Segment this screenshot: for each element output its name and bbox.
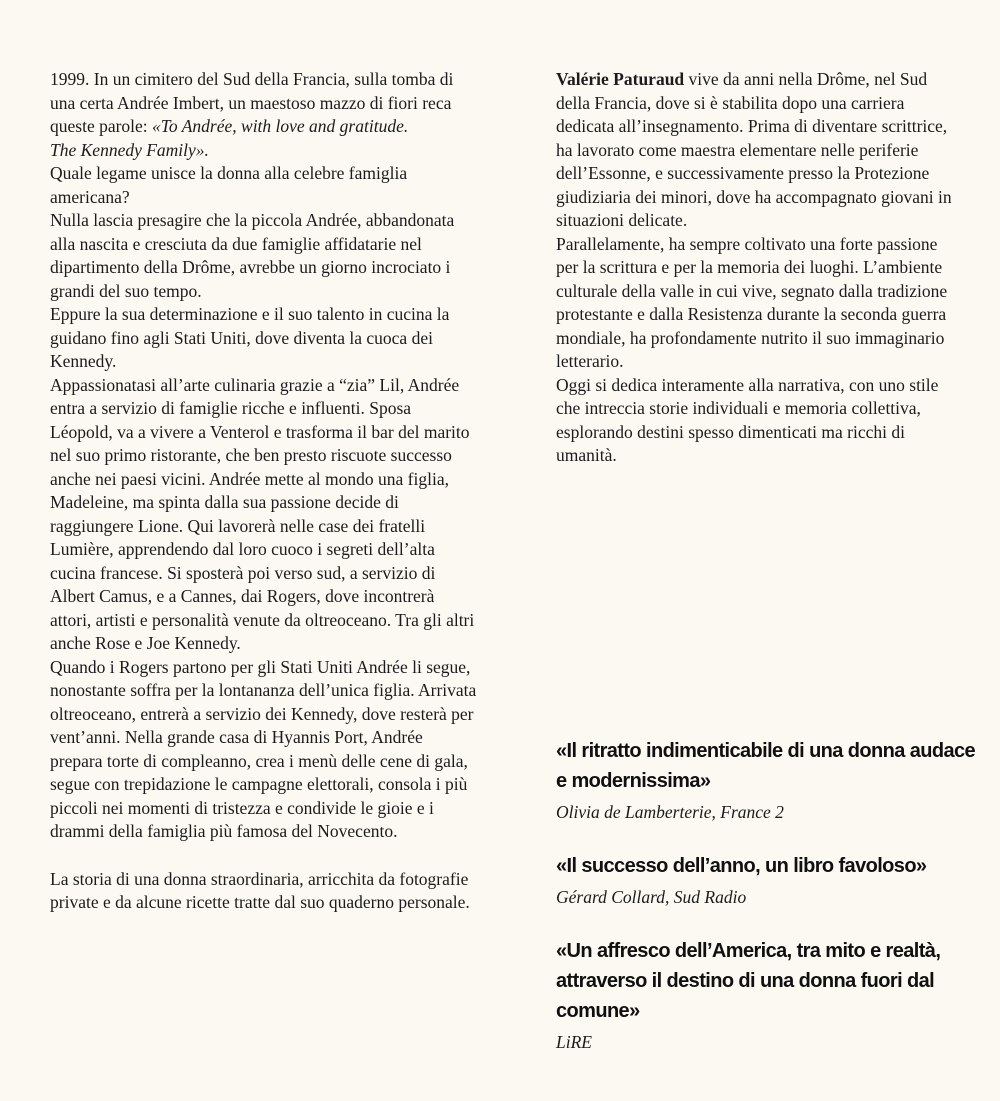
synopsis-closing-paragraph: La storia di una donna straordinaria, arricchita da fotografie private e da alcune ricette tratte dal suo quaderno personale.	[50, 868, 470, 912]
bio-paragraph: Oggi si dedica interamente alla narrativa, con uno stile che intreccia storie individuali e memoria collettiva, esplorando destini spesso dimenticati ma ricchi di umanità.	[556, 374, 939, 465]
bio-paragraph	[556, 68, 954, 233]
bio-text: vive da anni nella Drôme, nel Sud della Francia, dove si è stabilita dopo una carriera dedicata all’insegnamento. Prima di diventare scrittrice, ha lavorato come maestra elementare nelle periferie dell’Essonne, e successivamente presso la Protezione giudiziaria dei minori, dove ha accompagnato giovani in situazioni delicate.	[556, 69, 952, 230]
quote-text: «Il successo dell’anno, un libro favoloso»	[556, 855, 927, 877]
synopsis-column	[50, 68, 478, 915]
review-quote	[556, 851, 988, 909]
quote-text: «Un affresco dell’America, tra mito e realtà, attraverso il destino di una donna fuori dal comune»	[556, 940, 941, 1022]
review-quote	[556, 736, 988, 824]
quote-attribution: Olivia de Lamberterie, France 2	[556, 802, 784, 822]
bio-paragraph: Parallelamente, ha sempre coltivato una forte passione per la scrittura e per la memoria dei luoghi. L’ambiente culturale della valle in cui vive, segnato dalla tradizione protestante e dalla Resistenza durante la seconda guerra mondiale, ha profondamente nutrito il suo immaginario letterario.	[556, 233, 948, 371]
quote-text: «Il ritratto indimenticabile di una donna audace e modernissima»	[556, 740, 976, 792]
synopsis-paragraph: The Kennedy Family».	[50, 139, 209, 160]
synopsis-paragraph: Quale legame unisce la donna alla celebre famiglia americana?	[50, 163, 408, 207]
synopsis-paragraph: Eppure la sua determinazione e il suo talento in cucina la guidano fino agli Stati Uniti, dove diventa la cuoca dei Kennedy.	[50, 304, 450, 371]
synopsis-paragraph: Quando i Rogers partono per gli Stati Uniti Andrée li segue, nonostante soffra per la lontananza dell’unica figlia. Arrivata oltreoceano, entrerà a servizio dei Kennedy, dove resterà per vent’anni. Nella grande casa di Hyannis Port, Andrée prepara torte di compleanno, crea i menù delle cene di gala, segue con trepidazione le campagne elettorali, consola i più piccoli nei momenti di tristezza e condivide le gioie e i drammi della famiglia più famosa del Novecento.	[50, 656, 477, 841]
author-bio-column	[556, 68, 954, 468]
synopsis-text-italic: «To Andrée, with love and gratitude.	[152, 116, 409, 136]
quote-attribution: LiRE	[556, 1032, 592, 1052]
synopsis-text: 1999. In un cimitero del Sud della Francia, sulla tomba di una certa Andrée Imbert, un maestoso mazzo di fiori reca queste parole:	[50, 69, 454, 136]
synopsis-paragraph: Nulla lascia presagire che la piccola Andrée, abbandonata alla nascita e cresciuta da due famiglie affidatarie nel dipartimento della Drôme, avrebbe un giorno incrociato i grandi del suo tempo.	[50, 210, 455, 301]
author-name: Valérie Paturaud	[556, 69, 685, 89]
review-quotes-section	[556, 736, 988, 1081]
quote-attribution: Gérard Collard, Sud Radio	[556, 887, 747, 907]
synopsis-paragraph: Appassionatasi all’arte culinaria grazie a “zia” Lil, Andrée entra a servizio di famiglie ricche e influenti. Sposa Léopold, va a vivere a Venterol e trasforma il bar del marito nel suo primo ristorante, che ben presto riscuote successo anche nei paesi vicini. Andrée mette al mondo una figlia, Madeleine, ma spinta dalla sua passione decide di raggiungere Lione. Qui lavorerà nelle case dei fratelli Lumière, apprendendo dal loro cuoco i segreti dell’alta cucina francese. Si sposterà poi verso sud, a servizio di Albert Camus, e a Cannes, dai Rogers, dove incontrerà attori, artisti e personalità venute da oltreoceano. Tra gli altri anche Rose e Joe Kennedy.	[50, 374, 475, 653]
synopsis-paragraph	[50, 68, 478, 139]
review-quote	[556, 936, 988, 1054]
